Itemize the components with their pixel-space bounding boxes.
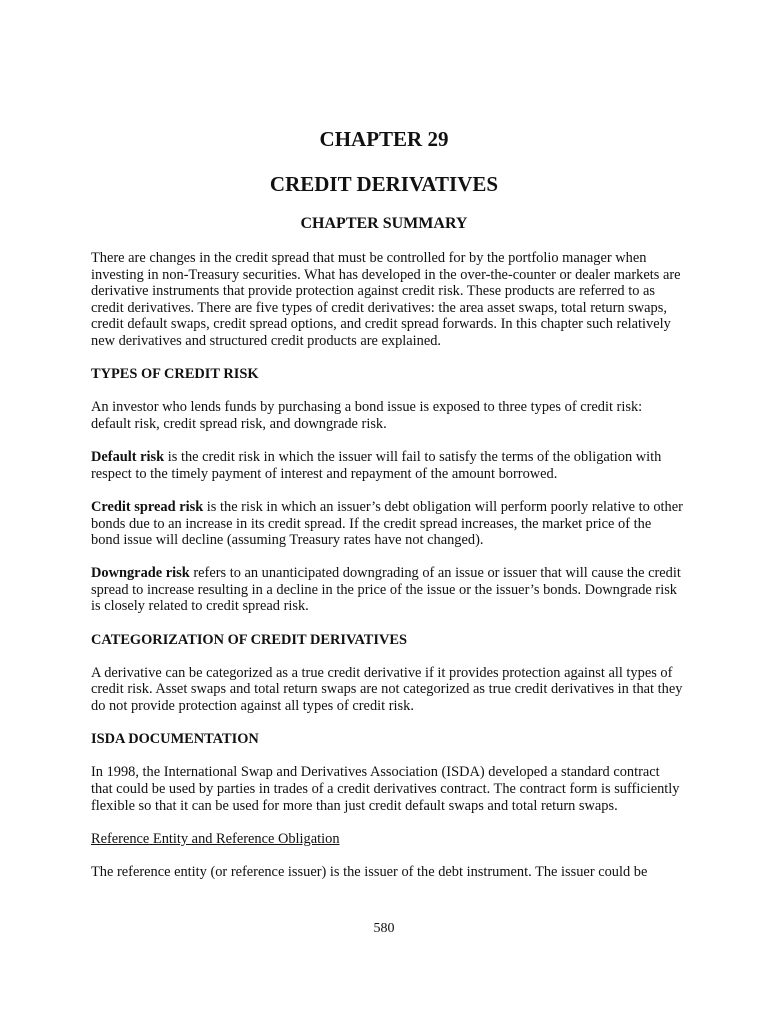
downgrade-risk-text: refers to an unanticipated downgrading of an issue or issuer that will cause the credit spread to increase resulting in a decline in the price of the issue or the issuer’s bonds. Downgrade risk is closely related to credit spread risk. — [91, 565, 681, 615]
default-risk-term: Default risk — [91, 449, 165, 466]
credit-spread-risk-text: is the risk in which an issuer’s debt obligation will perform poorly relative to other bonds due to an increase in its credit spread. If the credit spread increases, the market price of the bond issue will decline (assuming Treasury rates have not changed). — [91, 498, 683, 549]
chapter-title: CREDIT DERIVATIVES — [269, 172, 499, 196]
isda-documentation-heading: ISDA DOCUMENTATION — [91, 731, 259, 748]
categorization-paragraph: A derivative can be categorized as a true credit derivative if it provides protection against all types of credit risk. Asset swaps and total return swaps are not categorized as true credit derivatives in that they do not provide protection against all types of credit risk. — [91, 664, 683, 715]
reference-entity-paragraph: The reference entity (or reference issuer) is the issuer of the debt instrument. The issuer could be — [91, 863, 648, 880]
reference-entity-subheading: Reference Entity and Reference Obligation — [91, 830, 340, 847]
downgrade-risk-paragraph — [91, 565, 683, 615]
chapter-number: CHAPTER 29 — [319, 127, 449, 151]
default-risk-text: is the credit risk in which the issuer will fail to satisfy the terms of the obligation with respect to the timely payment of interest and repayment of the amount borrowed. — [91, 449, 662, 482]
credit-spread-risk-paragraph — [91, 499, 683, 549]
default-risk-paragraph — [91, 449, 683, 482]
types-intro-paragraph: An investor who lends funds by purchasing a bond issue is exposed to three types of credit risk: default risk, credit spread risk, and downgrade risk. — [91, 399, 643, 432]
credit-spread-risk-term: Credit spread risk — [91, 498, 204, 515]
chapter-summary-heading: CHAPTER SUMMARY — [300, 215, 468, 232]
intro-paragraph: There are changes in the credit spread that must be controlled for by the portfolio manager when investing in non-Treasury securities. What has developed in the over-the-counter or dealer markets are derivative instruments that provide protection against credit risk. These products are referred to as credit derivatives. There are five types of credit derivatives: the area asset swaps, total return swaps, credit default swaps, credit spread options, and credit spread forwards. In this chapter such relatively new derivatives and structured credit products are explained. — [91, 250, 681, 349]
isda-paragraph: In 1998, the International Swap and Derivatives Association (ISDA) developed a standard contract that could be used by parties in trades of a credit derivatives contract. The contract form is sufficiently flexible so that it can be used for more than just credit default swaps and total return swaps. — [91, 764, 680, 814]
body-text — [91, 250, 683, 897]
page-number: 580 — [373, 921, 395, 936]
downgrade-risk-term: Downgrade risk — [91, 565, 190, 582]
categorization-heading: CATEGORIZATION OF CREDIT DERIVATIVES — [91, 631, 407, 648]
types-of-credit-risk-heading: TYPES OF CREDIT RISK — [91, 366, 259, 383]
